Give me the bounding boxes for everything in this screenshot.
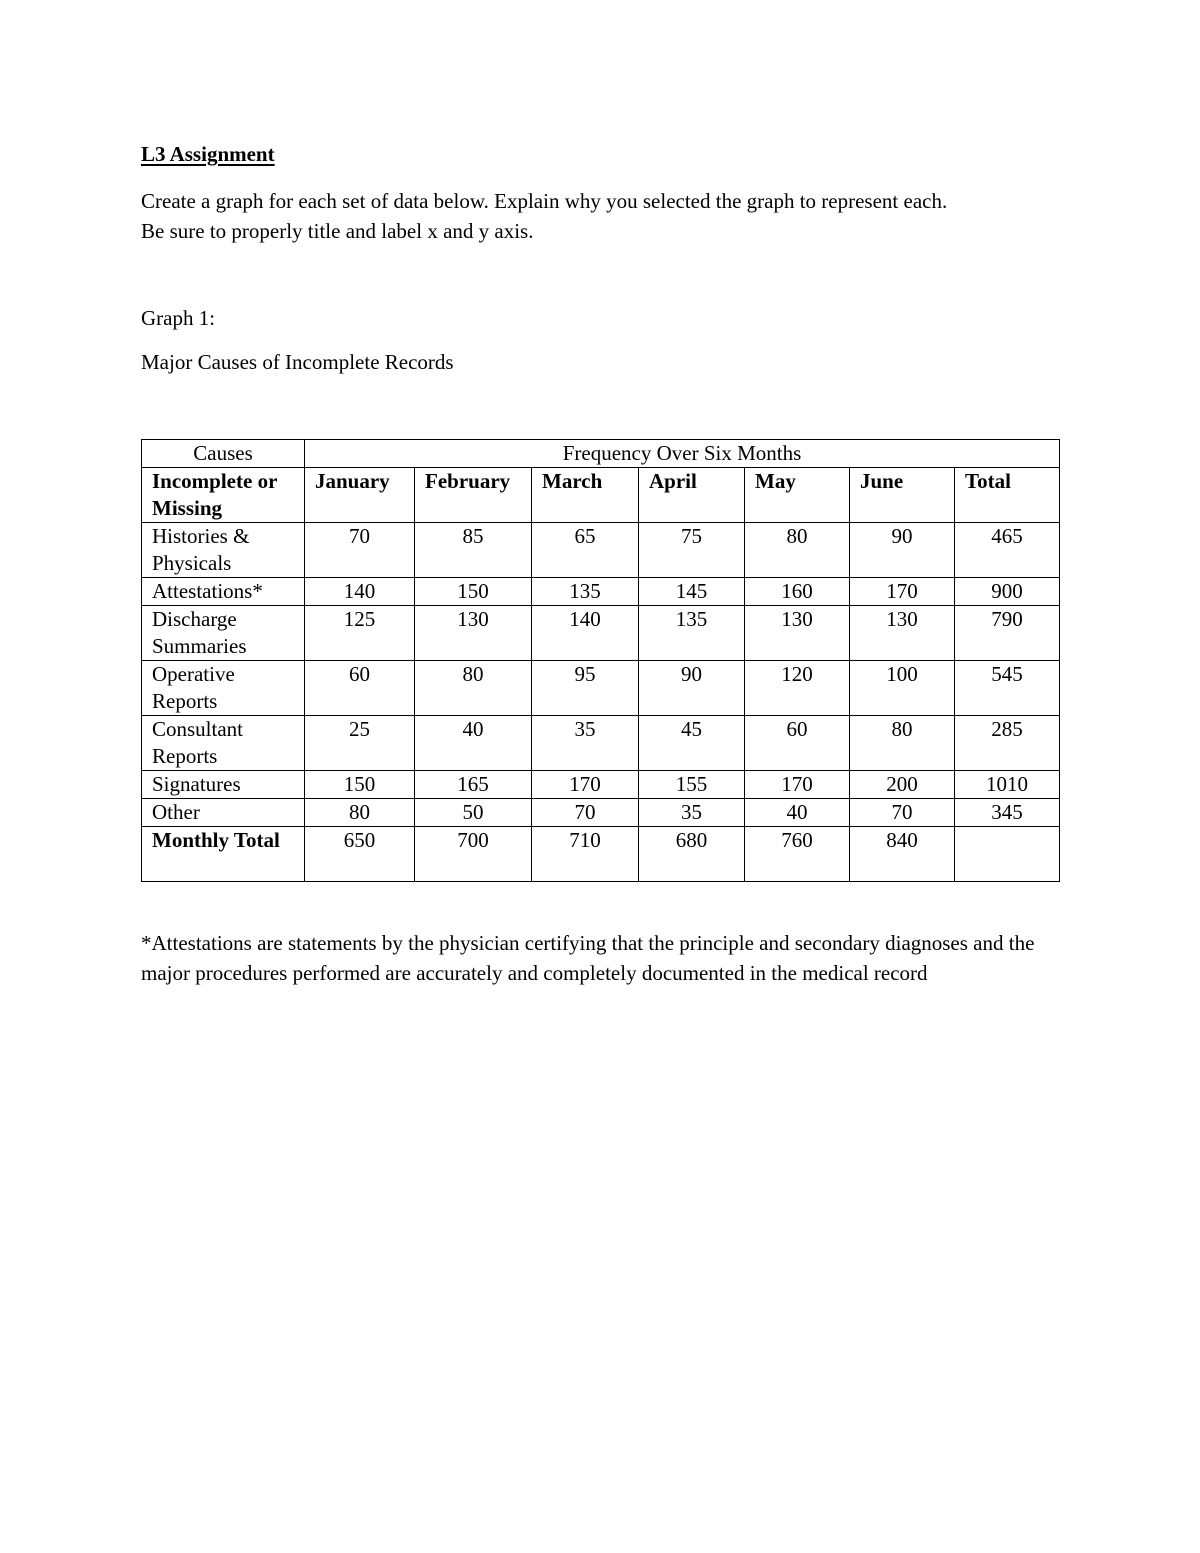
- causes-header: Causes: [142, 440, 305, 468]
- value-cell: 170: [745, 771, 850, 799]
- value-cell: 650: [305, 827, 415, 882]
- value-cell: 200: [850, 771, 955, 799]
- total-cell: 345: [955, 799, 1060, 827]
- value-cell: 155: [639, 771, 745, 799]
- empty-total-cell: [955, 827, 1060, 882]
- value-cell: 150: [305, 771, 415, 799]
- column-header: June: [850, 468, 955, 523]
- value-cell: 60: [305, 661, 415, 716]
- value-cell: 170: [850, 578, 955, 606]
- value-cell: 170: [532, 771, 639, 799]
- column-header: February: [415, 468, 532, 523]
- column-header: Incomplete or Missing: [142, 468, 305, 523]
- value-cell: 80: [745, 523, 850, 578]
- column-header: Total: [955, 468, 1060, 523]
- table-row: [142, 771, 1060, 799]
- value-cell: 840: [850, 827, 955, 882]
- graph-label: Graph 1:: [141, 306, 216, 330]
- total-cell: 1010: [955, 771, 1060, 799]
- value-cell: 140: [305, 578, 415, 606]
- value-cell: 135: [639, 606, 745, 661]
- cause-cell: Histories & Physicals: [142, 523, 305, 578]
- table-row: [142, 606, 1060, 661]
- value-cell: 90: [639, 661, 745, 716]
- value-cell: 150: [415, 578, 532, 606]
- value-cell: 130: [745, 606, 850, 661]
- column-header-row: [142, 468, 1060, 523]
- value-cell: 80: [415, 661, 532, 716]
- column-header: March: [532, 468, 639, 523]
- cause-cell: Operative Reports: [142, 661, 305, 716]
- graph-title: Major Causes of Incomplete Records: [141, 350, 454, 374]
- value-cell: 40: [745, 799, 850, 827]
- frequency-header: Frequency Over Six Months: [305, 440, 1060, 468]
- value-cell: 70: [305, 523, 415, 578]
- value-cell: 760: [745, 827, 850, 882]
- value-cell: 160: [745, 578, 850, 606]
- total-cell: 545: [955, 661, 1060, 716]
- instruction-line: Be sure to properly title and label x and y axis.: [141, 219, 534, 243]
- value-cell: 145: [639, 578, 745, 606]
- instruction-line: Create a graph for each set of data below. Explain why you selected the graph to represent each.: [141, 189, 948, 213]
- instructions: [141, 186, 1071, 246]
- value-cell: 165: [415, 771, 532, 799]
- value-cell: 35: [532, 716, 639, 771]
- column-header: January: [305, 468, 415, 523]
- table-row: [142, 523, 1060, 578]
- value-cell: 25: [305, 716, 415, 771]
- value-cell: 40: [415, 716, 532, 771]
- table-row: [142, 578, 1060, 606]
- value-cell: 710: [532, 827, 639, 882]
- value-cell: 80: [850, 716, 955, 771]
- value-cell: 65: [532, 523, 639, 578]
- value-cell: 75: [639, 523, 745, 578]
- footnote: *Attestations are statements by the physician certifying that the principle and secondary diagnoses and the major procedures performed are accurately and completely documented in the medical record: [141, 931, 1035, 985]
- column-header: May: [745, 468, 850, 523]
- value-cell: 140: [532, 606, 639, 661]
- value-cell: 680: [639, 827, 745, 882]
- value-cell: 90: [850, 523, 955, 578]
- value-cell: 50: [415, 799, 532, 827]
- value-cell: 45: [639, 716, 745, 771]
- value-cell: 135: [532, 578, 639, 606]
- value-cell: 60: [745, 716, 850, 771]
- cause-cell: Discharge Summaries: [142, 606, 305, 661]
- value-cell: 100: [850, 661, 955, 716]
- table-row: [142, 661, 1060, 716]
- total-cell: 285: [955, 716, 1060, 771]
- monthly-total-label: Monthly Total: [142, 827, 305, 882]
- value-cell: 130: [415, 606, 532, 661]
- value-cell: 80: [305, 799, 415, 827]
- data-table: [141, 439, 1060, 882]
- total-cell: 900: [955, 578, 1060, 606]
- value-cell: 95: [532, 661, 639, 716]
- value-cell: 70: [850, 799, 955, 827]
- total-cell: 465: [955, 523, 1060, 578]
- monthly-total-row: [142, 827, 1060, 882]
- column-header: April: [639, 468, 745, 523]
- value-cell: 85: [415, 523, 532, 578]
- cause-cell: Other: [142, 799, 305, 827]
- table-header-row: [142, 440, 1060, 468]
- value-cell: 70: [532, 799, 639, 827]
- document-title: L3 Assignment: [141, 142, 275, 166]
- value-cell: 125: [305, 606, 415, 661]
- cause-cell: Attestations*: [142, 578, 305, 606]
- table-row: [142, 799, 1060, 827]
- value-cell: 700: [415, 827, 532, 882]
- table-row: [142, 716, 1060, 771]
- value-cell: 130: [850, 606, 955, 661]
- total-cell: 790: [955, 606, 1060, 661]
- cause-cell: Consultant Reports: [142, 716, 305, 771]
- cause-cell: Signatures: [142, 771, 305, 799]
- value-cell: 120: [745, 661, 850, 716]
- value-cell: 35: [639, 799, 745, 827]
